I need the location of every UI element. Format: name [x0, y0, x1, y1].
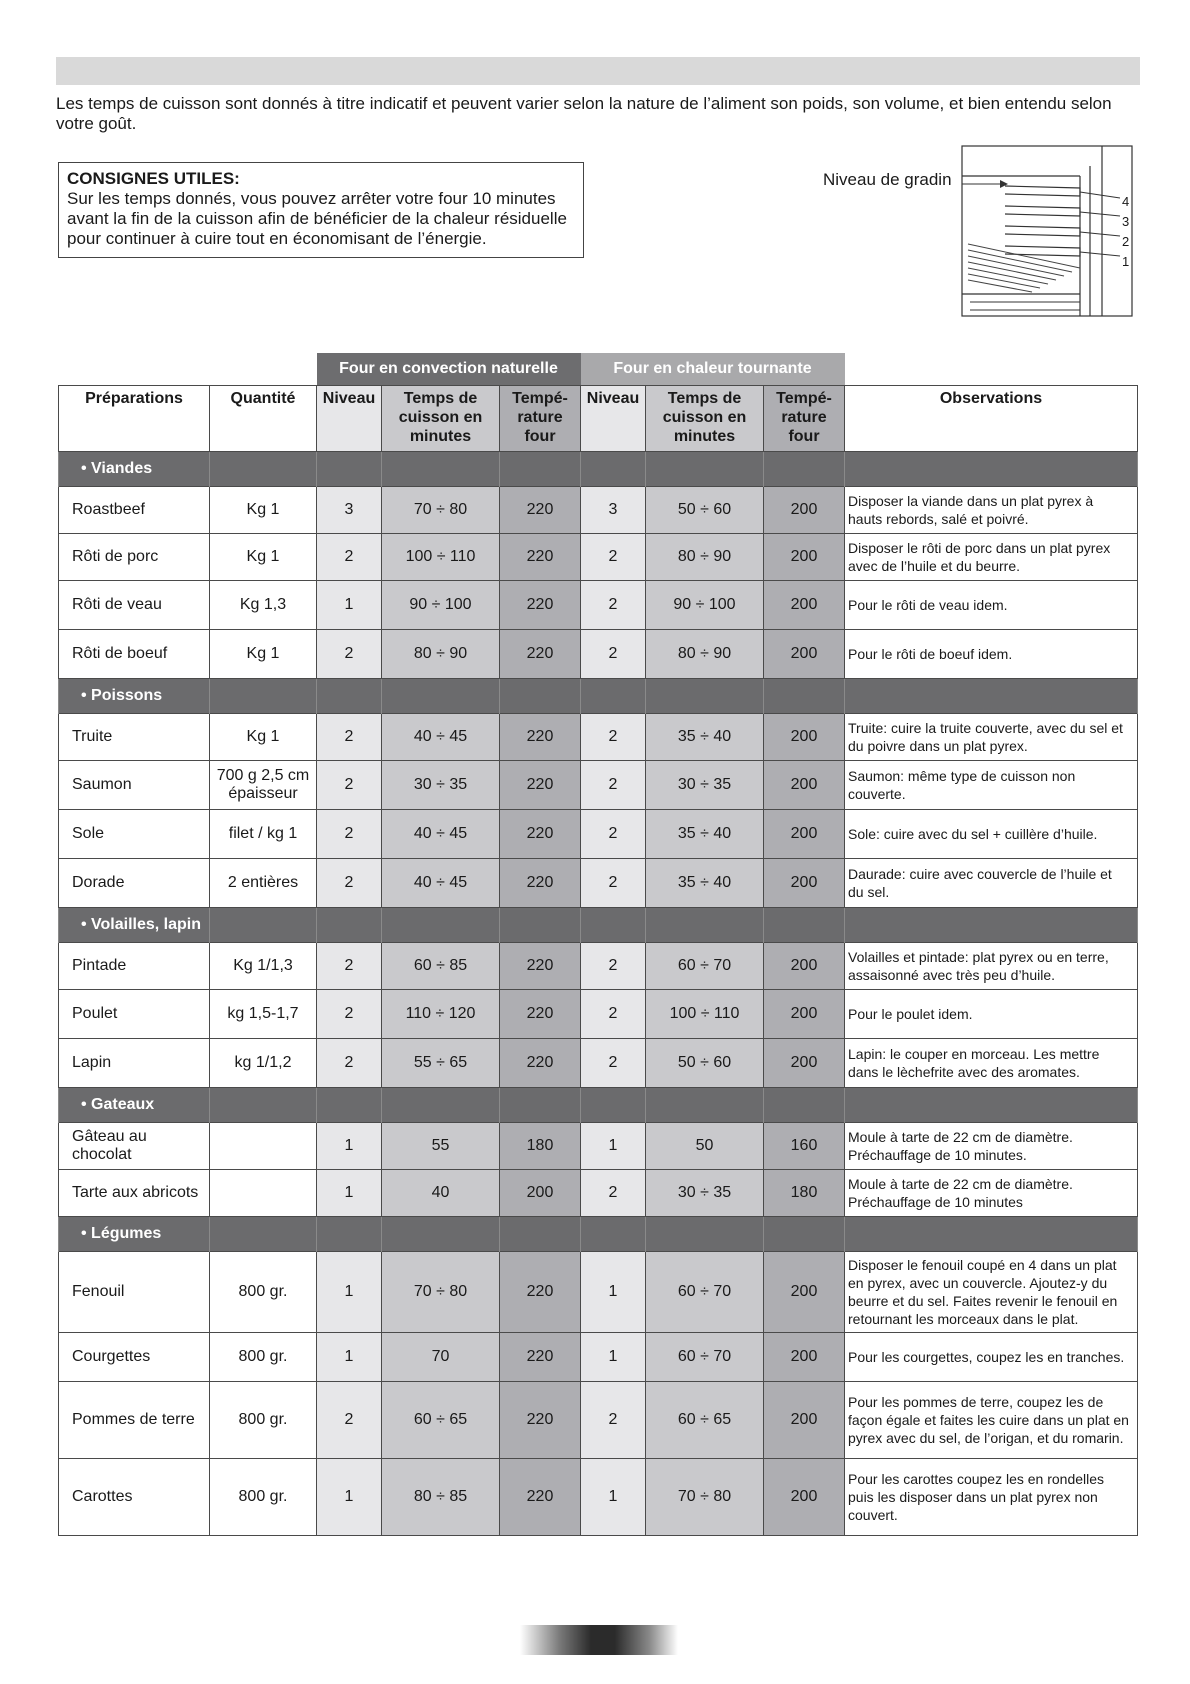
cell-name: Rôti de boeuf: [59, 630, 210, 679]
cell-nat-time: 40 ÷ 45: [382, 714, 500, 761]
table-row: [59, 714, 1138, 761]
cell-observation: Moule à tarte de 22 cm de diamètre. Préchauffage de 10 minutes.: [845, 1123, 1138, 1170]
cooking-table: [58, 353, 1138, 1536]
cell-nat-time: 40: [382, 1170, 500, 1217]
header-fan-temp: Tempé-rature four: [764, 386, 845, 452]
cell-fan-time: 60 ÷ 70: [646, 943, 764, 990]
cell-name: Tarte aux abricots: [59, 1170, 210, 1217]
cell-quantity: kg 1,5-1,7: [210, 990, 317, 1039]
cell-nat-temp: 220: [500, 859, 581, 908]
cell-fan-time: 60 ÷ 70: [646, 1252, 764, 1333]
cell-fan-time: 50 ÷ 60: [646, 487, 764, 534]
cell-fan-level: 1: [581, 1459, 646, 1536]
cell-nat-time: 90 ÷ 100: [382, 581, 500, 630]
cell-nat-time: 40 ÷ 45: [382, 810, 500, 859]
table-row: [59, 1459, 1138, 1536]
table-row: [59, 1123, 1138, 1170]
cell-fan-level: 2: [581, 1039, 646, 1088]
cell-nat-time: 70: [382, 1333, 500, 1382]
cell-nat-level: 1: [317, 1123, 382, 1170]
cell-fan-temp: 160: [764, 1123, 845, 1170]
cell-nat-time: 55: [382, 1123, 500, 1170]
cell-quantity: Kg 1: [210, 534, 317, 581]
cell-quantity: [210, 1170, 317, 1217]
cell-nat-time: 40 ÷ 45: [382, 859, 500, 908]
intro-text: Les temps de cuisson sont donnés à titre indicatif et peuvent varier selon la nature de l’aliment son poids, son volume, et bien entendu selon votre goût.: [56, 94, 1112, 133]
cell-fan-time: 50: [646, 1123, 764, 1170]
cell-nat-temp: 220: [500, 714, 581, 761]
cell-quantity: 800 gr.: [210, 1459, 317, 1536]
cell-nat-level: 2: [317, 714, 382, 761]
cell-fan-level: 2: [581, 1382, 646, 1459]
cell-nat-temp: 220: [500, 1252, 581, 1333]
cell-fan-time: 100 ÷ 110: [646, 990, 764, 1039]
cell-fan-level: 1: [581, 1252, 646, 1333]
cell-name: Pintade: [59, 943, 210, 990]
table-row: [59, 990, 1138, 1039]
table-row: [59, 943, 1138, 990]
cell-fan-level: 2: [581, 714, 646, 761]
cell-name: Lapin: [59, 1039, 210, 1088]
section-row: [59, 452, 1138, 487]
cell-quantity: Kg 1: [210, 714, 317, 761]
header-observations: Observations: [845, 386, 1138, 452]
cell-nat-temp: 180: [500, 1123, 581, 1170]
cell-fan-level: 2: [581, 581, 646, 630]
cell-observation: Pour le rôti de veau idem.: [845, 581, 1138, 630]
cell-fan-time: 60 ÷ 65: [646, 1382, 764, 1459]
tips-title: CONSIGNES UTILES:: [67, 169, 240, 188]
cell-name: Truite: [59, 714, 210, 761]
cell-nat-level: 3: [317, 487, 382, 534]
cell-fan-time: 35 ÷ 40: [646, 714, 764, 761]
cell-observation: Disposer le fenouil coupé en 4 dans un plat en pyrex, avec un couvercle. Ajoutez-y du beurre et du sel. Faites revenir le fenouil en retournant les morceaux dans le plat.: [845, 1252, 1138, 1333]
shelf-level-2: 2: [1122, 234, 1130, 249]
cell-nat-level: 2: [317, 943, 382, 990]
tips-text: Sur les temps donnés, vous pouvez arrêter votre four 10 minutes avant la fin de la cuisson afin de bénéficier de la chaleur résiduelle pour continuer à cuire tout en économisant de l’énergie.: [67, 189, 567, 248]
cell-nat-temp: 220: [500, 761, 581, 810]
header-nat-level: Niveau: [317, 386, 382, 452]
cell-quantity: Kg 1/1,3: [210, 943, 317, 990]
cell-fan-temp: 200: [764, 810, 845, 859]
cell-observation: Saumon: même type de cuisson non couverte.: [845, 761, 1138, 810]
table-row: [59, 810, 1138, 859]
cell-nat-level: 2: [317, 761, 382, 810]
cell-nat-temp: 220: [500, 1382, 581, 1459]
header-bar: [56, 57, 1140, 85]
cell-quantity: Kg 1: [210, 487, 317, 534]
cell-observation: Daurade: cuire avec couvercle de l’huile et du sel.: [845, 859, 1138, 908]
cell-nat-time: 100 ÷ 110: [382, 534, 500, 581]
cell-nat-level: 2: [317, 810, 382, 859]
shelf-level-4: 4: [1122, 194, 1130, 209]
table-row: [59, 1333, 1138, 1382]
group-natural-convection: Four en convection naturelle: [317, 353, 581, 386]
cell-nat-temp: 220: [500, 990, 581, 1039]
cell-name: Pommes de terre: [59, 1382, 210, 1459]
cell-fan-level: 1: [581, 1333, 646, 1382]
cell-fan-time: 30 ÷ 35: [646, 761, 764, 810]
table-row: [59, 1039, 1138, 1088]
cell-quantity: 700 g 2,5 cm épaisseur: [210, 761, 317, 810]
cell-fan-level: 2: [581, 943, 646, 990]
cell-nat-level: 1: [317, 1252, 382, 1333]
cell-observation: Pour les carottes coupez les en rondelles puis les disposer dans un plat pyrex non couvert.: [845, 1459, 1138, 1536]
cell-nat-temp: 220: [500, 1333, 581, 1382]
section-row: [59, 1217, 1138, 1252]
group-fan-oven: Four en chaleur tournante: [581, 353, 845, 386]
tips-box: [58, 162, 584, 258]
cell-fan-level: 2: [581, 761, 646, 810]
section-title: • Légumes: [59, 1217, 210, 1252]
cell-name: Gâteau au chocolat: [59, 1123, 210, 1170]
cell-observation: Disposer la viande dans un plat pyrex à hauts rebords, salé et poivré.: [845, 487, 1138, 534]
cell-fan-temp: 200: [764, 761, 845, 810]
cell-name: Courgettes: [59, 1333, 210, 1382]
cell-fan-level: 2: [581, 1170, 646, 1217]
cell-nat-time: 110 ÷ 120: [382, 990, 500, 1039]
cell-fan-level: 2: [581, 859, 646, 908]
cell-fan-temp: 200: [764, 630, 845, 679]
header-quantity: Quantité: [210, 386, 317, 452]
cell-fan-time: 90 ÷ 100: [646, 581, 764, 630]
cell-nat-temp: 220: [500, 487, 581, 534]
cell-fan-level: 2: [581, 534, 646, 581]
cell-nat-level: 2: [317, 630, 382, 679]
cell-nat-level: 2: [317, 990, 382, 1039]
cell-nat-level: 1: [317, 1333, 382, 1382]
cell-fan-temp: 200: [764, 1039, 845, 1088]
section-row: [59, 679, 1138, 714]
cell-nat-level: 2: [317, 1382, 382, 1459]
table-row: [59, 630, 1138, 679]
cell-nat-level: 1: [317, 581, 382, 630]
cell-nat-time: 70 ÷ 80: [382, 487, 500, 534]
cell-fan-temp: 180: [764, 1170, 845, 1217]
cell-name: Fenouil: [59, 1252, 210, 1333]
cell-fan-level: 2: [581, 630, 646, 679]
cell-observation: Disposer le rôti de porc dans un plat pyrex avec de l’huile et du beurre.: [845, 534, 1138, 581]
section-title: • Volailles, lapin: [59, 908, 210, 943]
cell-quantity: kg 1/1,2: [210, 1039, 317, 1088]
cell-nat-level: 2: [317, 534, 382, 581]
cell-fan-time: 80 ÷ 90: [646, 630, 764, 679]
cell-quantity: Kg 1: [210, 630, 317, 679]
cell-nat-time: 30 ÷ 35: [382, 761, 500, 810]
cell-fan-time: 80 ÷ 90: [646, 534, 764, 581]
header-nat-temp: Tempé-rature four: [500, 386, 581, 452]
cell-fan-temp: 200: [764, 581, 845, 630]
section-row: [59, 1088, 1138, 1123]
section-title: • Poissons: [59, 679, 210, 714]
cell-observation: Pour les pommes de terre, coupez les de façon égale et faites les cuire dans un plat en pyrex avec du sel, de l’origan, et du romarin.: [845, 1382, 1138, 1459]
table-row: [59, 1252, 1138, 1333]
table-row: [59, 761, 1138, 810]
table-row: [59, 1170, 1138, 1217]
cell-fan-level: 3: [581, 487, 646, 534]
cell-nat-temp: 220: [500, 534, 581, 581]
cell-nat-level: 2: [317, 859, 382, 908]
cell-name: Roastbeef: [59, 487, 210, 534]
table-row: [59, 859, 1138, 908]
cell-name: Sole: [59, 810, 210, 859]
cell-observation: Sole: cuire avec du sel + cuillère d’huile.: [845, 810, 1138, 859]
table-row: [59, 1382, 1138, 1459]
table-row: [59, 487, 1138, 534]
cell-nat-time: 60 ÷ 65: [382, 1382, 500, 1459]
cell-fan-temp: 200: [764, 1382, 845, 1459]
cell-observation: Moule à tarte de 22 cm de diamètre. Préchauffage de 10 minutes: [845, 1170, 1138, 1217]
cell-nat-level: 1: [317, 1170, 382, 1217]
cell-quantity: 800 gr.: [210, 1252, 317, 1333]
cell-name: Saumon: [59, 761, 210, 810]
cell-nat-level: 1: [317, 1459, 382, 1536]
cell-nat-time: 55 ÷ 65: [382, 1039, 500, 1088]
cell-nat-time: 80 ÷ 85: [382, 1459, 500, 1536]
cell-name: Rôti de porc: [59, 534, 210, 581]
cell-nat-temp: 220: [500, 1039, 581, 1088]
oven-shelf-diagram: [960, 144, 1135, 319]
cell-name: Carottes: [59, 1459, 210, 1536]
shelf-label: Niveau de gradin: [823, 170, 952, 189]
shelf-level-1: 1: [1122, 254, 1130, 269]
cell-nat-temp: 220: [500, 630, 581, 679]
shelf-level-3: 3: [1122, 214, 1130, 229]
cell-nat-time: 80 ÷ 90: [382, 630, 500, 679]
cell-fan-time: 50 ÷ 60: [646, 1039, 764, 1088]
cell-nat-level: 2: [317, 1039, 382, 1088]
cell-fan-temp: 200: [764, 1252, 845, 1333]
section-title: • Viandes: [59, 452, 210, 487]
cell-quantity: [210, 1123, 317, 1170]
cell-fan-level: 2: [581, 990, 646, 1039]
cell-name: Rôti de veau: [59, 581, 210, 630]
page-footer-marker: [520, 1625, 678, 1655]
cell-fan-temp: 200: [764, 487, 845, 534]
cell-observation: Pour le poulet idem.: [845, 990, 1138, 1039]
cell-nat-temp: 220: [500, 1459, 581, 1536]
cell-fan-temp: 200: [764, 714, 845, 761]
cell-fan-time: 35 ÷ 40: [646, 810, 764, 859]
header-fan-level: Niveau: [581, 386, 646, 452]
cell-quantity: 800 gr.: [210, 1382, 317, 1459]
cell-observation: Truite: cuire la truite couverte, avec du sel et du poivre dans un plat pyrex.: [845, 714, 1138, 761]
cell-name: Poulet: [59, 990, 210, 1039]
cell-observation: Lapin: le couper en morceau. Les mettre dans le lèchefrite avec des aromates.: [845, 1039, 1138, 1088]
cell-fan-temp: 200: [764, 859, 845, 908]
cell-fan-temp: 200: [764, 534, 845, 581]
cell-nat-temp: 200: [500, 1170, 581, 1217]
cell-observation: Volailles et pintade: plat pyrex ou en terre, assaisonné avec très peu d’huile.: [845, 943, 1138, 990]
header-preparations: Préparations: [59, 386, 210, 452]
cell-nat-temp: 220: [500, 943, 581, 990]
cell-quantity: 2 entières: [210, 859, 317, 908]
cell-observation: Pour les courgettes, coupez les en tranches.: [845, 1333, 1138, 1382]
cell-fan-time: 30 ÷ 35: [646, 1170, 764, 1217]
cell-fan-time: 70 ÷ 80: [646, 1459, 764, 1536]
cell-fan-time: 60 ÷ 70: [646, 1333, 764, 1382]
cell-nat-time: 70 ÷ 80: [382, 1252, 500, 1333]
cell-fan-time: 35 ÷ 40: [646, 859, 764, 908]
cell-fan-level: 1: [581, 1123, 646, 1170]
cell-quantity: Kg 1,3: [210, 581, 317, 630]
cell-nat-time: 60 ÷ 85: [382, 943, 500, 990]
cell-fan-temp: 200: [764, 990, 845, 1039]
cell-name: Dorade: [59, 859, 210, 908]
cell-quantity: filet / kg 1: [210, 810, 317, 859]
cell-quantity: 800 gr.: [210, 1333, 317, 1382]
group-header-row: [59, 353, 1138, 386]
section-title: • Gateaux: [59, 1088, 210, 1123]
section-row: [59, 908, 1138, 943]
table-row: [59, 581, 1138, 630]
cell-fan-level: 2: [581, 810, 646, 859]
cell-nat-temp: 220: [500, 810, 581, 859]
cell-fan-temp: 200: [764, 943, 845, 990]
cell-fan-temp: 200: [764, 1459, 845, 1536]
table-row: [59, 534, 1138, 581]
cell-fan-temp: 200: [764, 1333, 845, 1382]
header-fan-time: Temps de cuisson en minutes: [646, 386, 764, 452]
cell-observation: Pour le rôti de boeuf idem.: [845, 630, 1138, 679]
cell-nat-temp: 220: [500, 581, 581, 630]
column-header-row: [59, 386, 1138, 452]
header-nat-time: Temps de cuisson en minutes: [382, 386, 500, 452]
